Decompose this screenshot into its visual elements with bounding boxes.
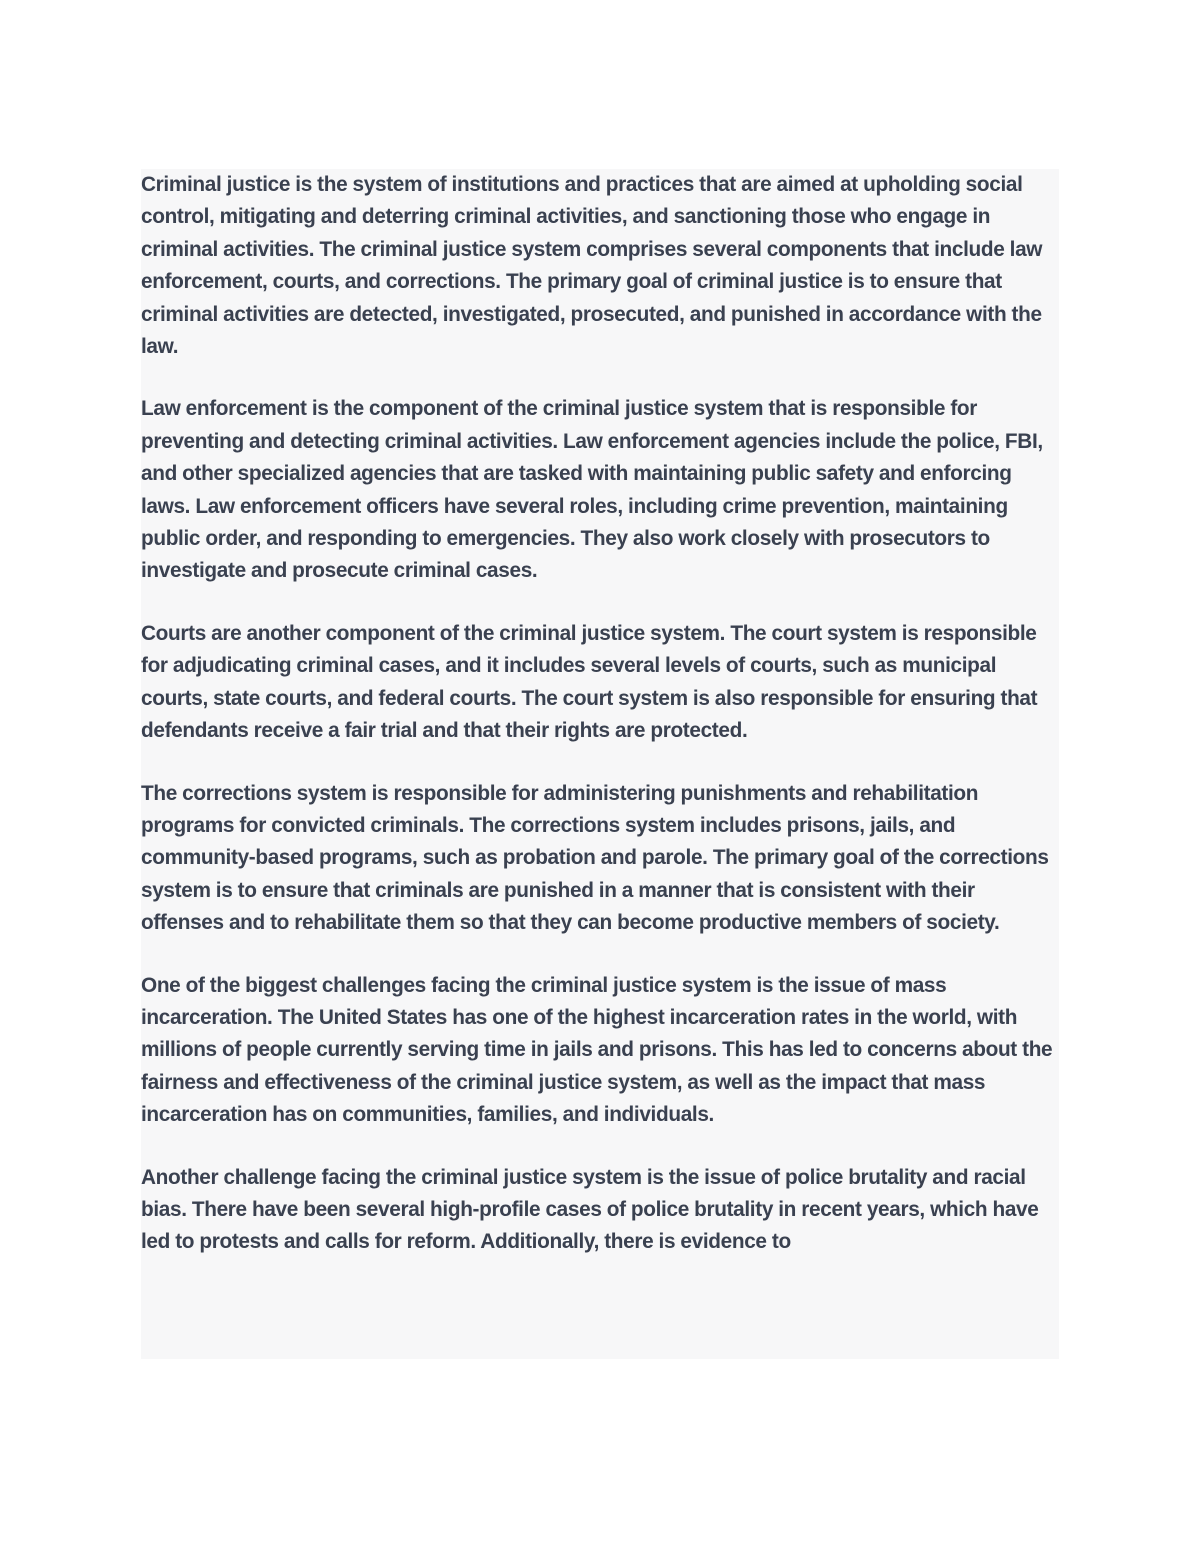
paragraph-6: Another challenge facing the criminal justice system is the issue of police brutality and racial bias. There have been several high-profile cases of police brutality in recent years, which have led to protests and calls for reform. Additionally, there is evidence to <box>141 1165 1039 1254</box>
paragraph-2: Law enforcement is the component of the criminal justice system that is responsible for preventing and detecting criminal activities. Law enforcement agencies include the police, FBI, and other specialized agencies that are tasked with maintaining public safety and enforcing laws. Law enforcement officers have several roles, including crime prevention, maintaining public order, and responding to emergencies. They also work closely with prosecutors to investigate and prosecute criminal cases. <box>141 397 1043 583</box>
text-block <box>141 169 1059 1359</box>
paragraph-3: Courts are another component of the criminal justice system. The court system is responsible for adjudicating criminal cases, and it includes several levels of courts, such as municipal courts, state courts, and federal courts. The court system is also responsible for ensuring that defendants receive a fair trial and that their rights are protected. <box>141 621 1038 743</box>
paragraph-5: One of the biggest challenges facing the criminal justice system is the issue of mass incarceration. The United States has one of the highest incarceration rates in the world, with millions of people currently serving time in jails and prisons. This has led to concerns about the fairness and effectiveness of the criminal justice system, as well as the impact that mass incarceration has on communities, families, and individuals. <box>141 973 1053 1127</box>
paragraph-4: The corrections system is responsible for administering punishments and rehabilitation programs for convicted criminals. The corrections system includes prisons, jails, and community-based programs, such as probation and parole. The primary goal of the corrections system is to ensure that criminals are punished in a manner that is consistent with their offenses and to rehabilitate them so that they can become productive members of society. <box>141 781 1049 935</box>
paragraph-1: Criminal justice is the system of institutions and practices that are aimed at upholding social control, mitigating and deterring criminal activities, and sanctioning those who engage in criminal activities. The criminal justice system comprises several components that include law enforcement, courts, and corrections. The primary goal of criminal justice is to ensure that criminal activities are detected, investigated, prosecuted, and punished in accordance with the law. <box>141 173 1043 359</box>
